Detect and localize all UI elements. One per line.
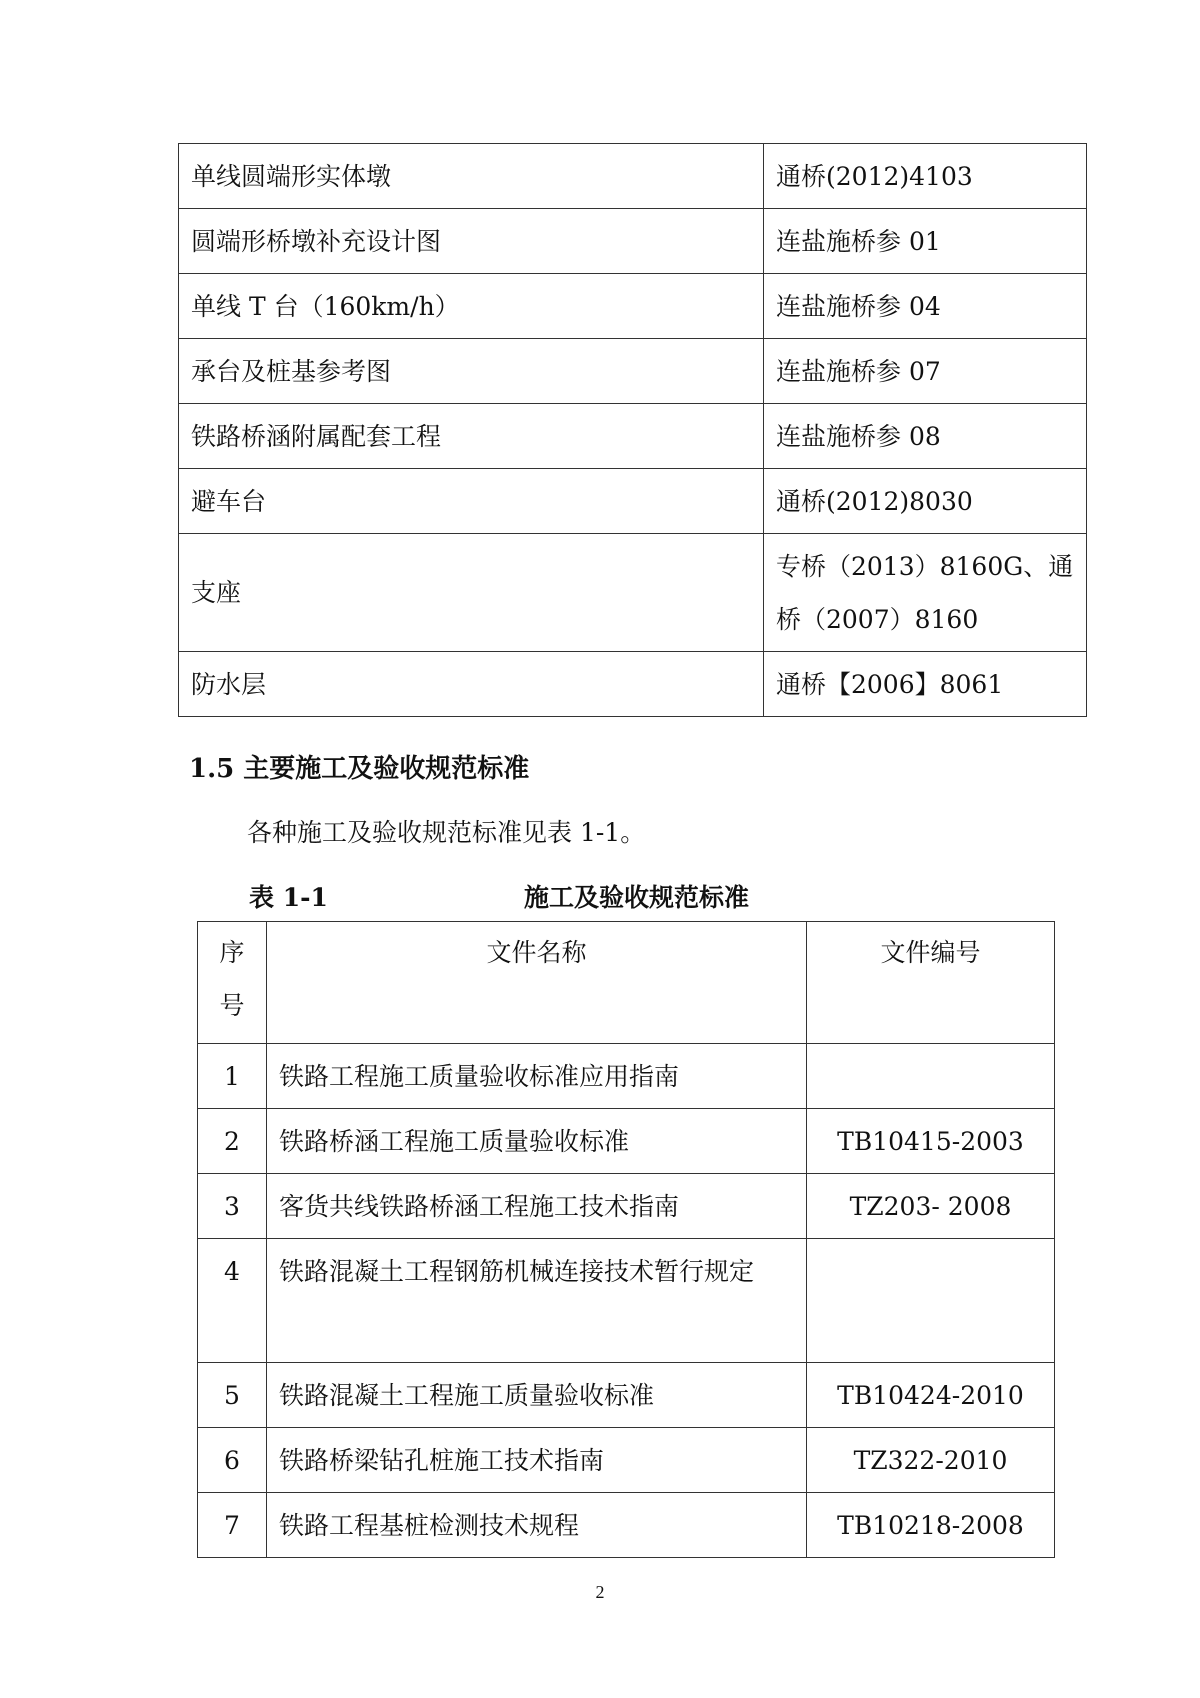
row-code xyxy=(807,1044,1055,1109)
row-code: TB10415-2003 xyxy=(807,1109,1055,1174)
table-row xyxy=(179,534,1087,652)
table-caption-label: 表 1-1 xyxy=(249,883,328,912)
table-row xyxy=(179,209,1087,274)
row-code: TB10424-2010 xyxy=(807,1363,1055,1428)
drawing-name: 圆端形桥墩补充设计图 xyxy=(179,209,764,274)
table-row xyxy=(179,339,1087,404)
table-row xyxy=(198,1174,1055,1239)
drawing-code: 连盐施桥参 07 xyxy=(764,339,1087,404)
table-row xyxy=(198,1109,1055,1174)
row-num: 2 xyxy=(198,1109,267,1174)
row-name: 铁路工程基桩检测技术规程 xyxy=(267,1493,807,1558)
row-name: 铁路工程施工质量验收标准应用指南 xyxy=(267,1044,807,1109)
section-heading: 1.5 主要施工及验收规范标准 xyxy=(189,754,530,784)
drawing-name: 铁路桥涵附属配套工程 xyxy=(179,404,764,469)
drawing-name: 支座 xyxy=(179,534,764,652)
row-name: 铁路混凝土工程钢筋机械连接技术暂行规定 xyxy=(267,1239,807,1363)
drawing-code: 通桥(2012)4103 xyxy=(764,144,1087,209)
row-name: 铁路桥梁钻孔桩施工技术指南 xyxy=(267,1428,807,1493)
table-row xyxy=(179,144,1087,209)
intro-paragraph: 各种施工及验收规范标准见表 1-1。 xyxy=(247,818,646,847)
drawing-code: 连盐施桥参 01 xyxy=(764,209,1087,274)
table-header-row xyxy=(198,922,1055,1044)
reference-drawings-table xyxy=(178,143,1087,717)
row-num: 4 xyxy=(198,1239,267,1363)
table-row xyxy=(198,1239,1055,1363)
row-name: 铁路混凝土工程施工质量验收标准 xyxy=(267,1363,807,1428)
standards-table xyxy=(197,921,1055,1558)
page-number: 2 xyxy=(595,1582,605,1602)
row-code xyxy=(807,1239,1055,1363)
row-num: 5 xyxy=(198,1363,267,1428)
table-row xyxy=(179,404,1087,469)
table-row xyxy=(198,1493,1055,1558)
row-num: 3 xyxy=(198,1174,267,1239)
table-row xyxy=(198,1044,1055,1109)
drawing-name: 防水层 xyxy=(179,652,764,717)
drawing-code: 通桥【2006】8061 xyxy=(764,652,1087,717)
table-row xyxy=(198,1428,1055,1493)
row-name: 铁路桥涵工程施工质量验收标准 xyxy=(267,1109,807,1174)
row-num: 6 xyxy=(198,1428,267,1493)
drawing-name: 单线 T 台（160km/h） xyxy=(179,274,764,339)
table-row xyxy=(179,469,1087,534)
table-row xyxy=(198,1363,1055,1428)
drawing-code: 连盐施桥参 04 xyxy=(764,274,1087,339)
header-code: 文件编号 xyxy=(807,922,1055,1044)
row-num: 7 xyxy=(198,1493,267,1558)
row-name: 客货共线铁路桥涵工程施工技术指南 xyxy=(267,1174,807,1239)
header-num: 序号 xyxy=(198,922,267,1044)
row-num: 1 xyxy=(198,1044,267,1109)
table-row xyxy=(179,652,1087,717)
table-caption-title: 施工及验收规范标准 xyxy=(524,883,750,912)
row-code: TZ322-2010 xyxy=(807,1428,1055,1493)
drawing-code: 连盐施桥参 08 xyxy=(764,404,1087,469)
drawing-code: 专桥（2013）8160G、通桥（2007）8160 xyxy=(764,534,1087,652)
table-row xyxy=(179,274,1087,339)
drawing-name: 承台及桩基参考图 xyxy=(179,339,764,404)
drawing-name: 避车台 xyxy=(179,469,764,534)
row-code: TB10218-2008 xyxy=(807,1493,1055,1558)
row-code: TZ203- 2008 xyxy=(807,1174,1055,1239)
drawing-code: 通桥(2012)8030 xyxy=(764,469,1087,534)
drawing-name: 单线圆端形实体墩 xyxy=(179,144,764,209)
header-name: 文件名称 xyxy=(267,922,807,1044)
